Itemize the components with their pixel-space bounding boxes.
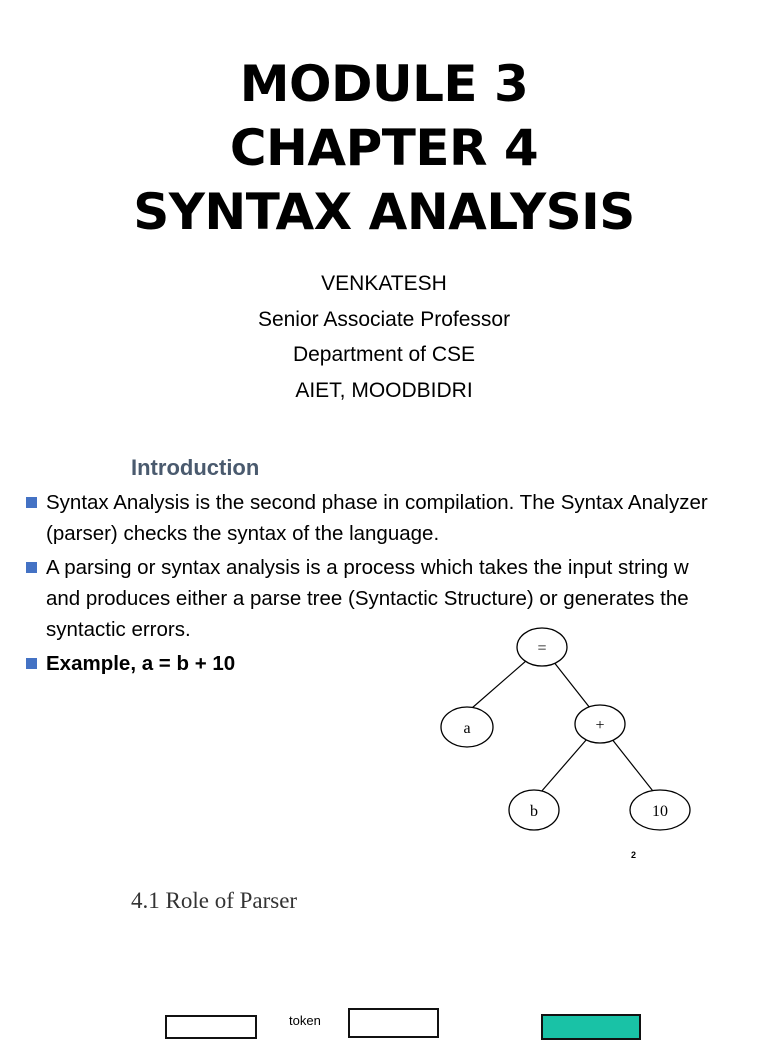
lexical-analyzer-box (165, 1015, 257, 1039)
token-label: token (289, 1013, 321, 1028)
bullet-text: Example, a = b + 10 (46, 652, 236, 675)
title-block (0, 52, 768, 244)
topic-title: SYNTAX ANALYSIS (133, 183, 635, 241)
tree-label-a: a (463, 720, 471, 737)
section-heading: 4.1 Role of Parser (131, 888, 298, 913)
author-name: VENKATESH (321, 272, 447, 295)
bullet-text: A parsing or syntax analysis is a process which takes the input string w and produces either a parse tree (Syntactic Structure) or generates the syntactic errors. (46, 556, 689, 641)
author-block (0, 266, 768, 408)
bullet-square-icon (26, 562, 37, 573)
bullet-square-icon (26, 658, 37, 669)
bullet-square-icon (26, 497, 37, 508)
slide-number: 2 (631, 850, 637, 860)
bullet-text: Syntax Analysis is the second phase in compilation. The Syntax Analyzer (parser) checks the syntax of the language. (46, 491, 708, 545)
tree-label-b: b (530, 803, 538, 820)
intro-heading: Introduction (131, 455, 260, 480)
author-institute: AIET, MOODBIDRI (295, 378, 473, 402)
parse-tree-diagram (430, 620, 700, 840)
author-designation: Senior Associate Professor (257, 307, 511, 331)
tree-label-10: 10 (652, 803, 668, 820)
next-phase-box (541, 1014, 641, 1040)
module-title: MODULE 3 (239, 55, 529, 113)
bullet-item (26, 487, 726, 549)
chapter-title: CHAPTER 4 (229, 119, 539, 177)
tree-label-plus: + (595, 717, 605, 734)
parser-box (348, 1008, 439, 1038)
tree-label-root: = (537, 640, 547, 657)
author-department: Department of CSE (292, 343, 476, 366)
